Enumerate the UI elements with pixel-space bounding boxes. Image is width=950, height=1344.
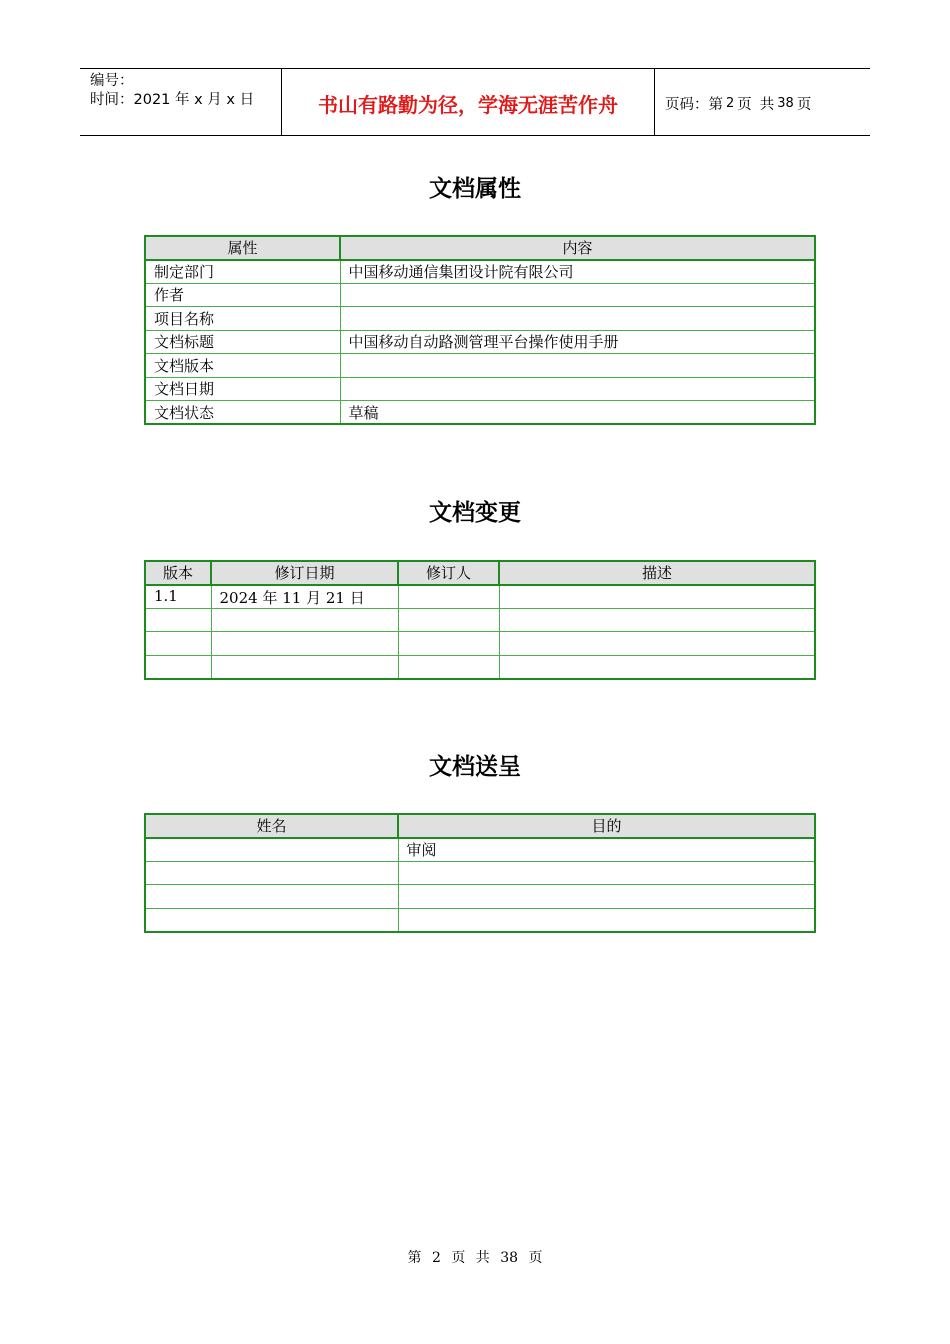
- table-row: [145, 908, 815, 932]
- header-meta: [80, 69, 282, 135]
- table-row: [145, 354, 815, 378]
- header-page-prefix: 页码：第: [665, 96, 723, 113]
- column-header: 属性: [145, 236, 340, 260]
- table-row: [145, 377, 815, 401]
- table-row: [145, 655, 815, 679]
- page-footer: [0, 1247, 950, 1267]
- table-row: [145, 401, 815, 425]
- recipient-name-cell: [145, 861, 398, 885]
- column-header: 姓名: [145, 814, 398, 838]
- attributes-table: [144, 235, 816, 425]
- version-cell: 1.1: [145, 585, 211, 609]
- footer-total-prefix: 共: [475, 1250, 490, 1266]
- recipient-name-cell: [145, 885, 398, 909]
- table-row: [145, 283, 815, 307]
- column-header: 修订日期: [211, 561, 398, 585]
- recipient-name-cell: [145, 838, 398, 862]
- table-header-row: [145, 236, 815, 260]
- table-row: [145, 885, 815, 909]
- reviser-cell: [398, 585, 499, 609]
- attribute-value: 草稿: [340, 401, 815, 425]
- table-header-row: [145, 814, 815, 838]
- reviser-cell: [398, 608, 499, 632]
- table-row: [145, 632, 815, 656]
- description-cell: [499, 585, 815, 609]
- header-page-total-unit: 页: [796, 96, 812, 113]
- attribute-value: [340, 354, 815, 378]
- header-page-unit: 页: [737, 96, 752, 113]
- column-header: 版本: [145, 561, 211, 585]
- attribute-name: 项目名称: [145, 307, 340, 331]
- header-page-current: 2: [726, 95, 735, 111]
- attribute-name: 作者: [145, 283, 340, 307]
- column-header: 目的: [398, 814, 815, 838]
- attribute-value: [340, 377, 815, 401]
- page-header: [80, 68, 870, 136]
- footer-prefix: 第: [407, 1250, 422, 1266]
- column-header: 描述: [499, 561, 815, 585]
- header-time-label: 时间：2021 年 x 月 x 日: [90, 92, 255, 108]
- reviser-cell: [398, 632, 499, 656]
- description-cell: [499, 608, 815, 632]
- attribute-name: 制定部门: [145, 260, 340, 284]
- attribute-value: [340, 307, 815, 331]
- footer-page-total: 38: [500, 1250, 519, 1266]
- changes-title: 文档变更: [429, 500, 521, 526]
- header-motto: 书山有路勤为径，学海无涯苦作舟: [282, 69, 655, 135]
- footer-page-unit: 页: [451, 1250, 466, 1266]
- attribute-name: 文档日期: [145, 377, 340, 401]
- purpose-cell: 审阅: [398, 838, 815, 862]
- version-cell: [145, 632, 211, 656]
- column-header: 内容: [340, 236, 815, 260]
- table-row: [145, 307, 815, 331]
- table-row: [145, 260, 815, 284]
- table-row: [145, 838, 815, 862]
- table-row: [145, 861, 815, 885]
- attribute-value: [340, 283, 815, 307]
- column-header: 修订人: [398, 561, 499, 585]
- header-number-label: 编号：: [90, 73, 134, 89]
- header-page-info: [655, 69, 870, 135]
- revision-date-cell: [211, 632, 398, 656]
- header-page-total: 38: [777, 95, 794, 111]
- table-header-row: [145, 561, 815, 585]
- attribute-name: 文档标题: [145, 330, 340, 354]
- footer-page-current: 2: [431, 1250, 441, 1266]
- purpose-cell: [398, 908, 815, 932]
- revision-date-cell: [211, 608, 398, 632]
- footer-total-unit: 页: [528, 1250, 543, 1266]
- attribute-value: 中国移动自动路测管理平台操作使用手册: [340, 330, 815, 354]
- version-cell: [145, 655, 211, 679]
- purpose-cell: [398, 861, 815, 885]
- purpose-cell: [398, 885, 815, 909]
- attributes-title: 文档属性: [429, 176, 521, 202]
- description-cell: [499, 632, 815, 656]
- delivery-table: [144, 813, 816, 933]
- reviser-cell: [398, 655, 499, 679]
- attribute-value: 中国移动通信集团设计院有限公司: [340, 260, 815, 284]
- delivery-title: 文档送呈: [429, 754, 521, 780]
- revision-date-cell: [211, 655, 398, 679]
- table-row: [145, 330, 815, 354]
- revision-date-cell: 2024 年 11 月 21 日: [211, 585, 398, 609]
- header-page-total-prefix: 共: [759, 96, 775, 113]
- description-cell: [499, 655, 815, 679]
- table-row: [145, 608, 815, 632]
- version-cell: [145, 608, 211, 632]
- recipient-name-cell: [145, 908, 398, 932]
- changes-table: [144, 560, 816, 680]
- attribute-name: 文档状态: [145, 401, 340, 425]
- attribute-name: 文档版本: [145, 354, 340, 378]
- table-row: [145, 585, 815, 609]
